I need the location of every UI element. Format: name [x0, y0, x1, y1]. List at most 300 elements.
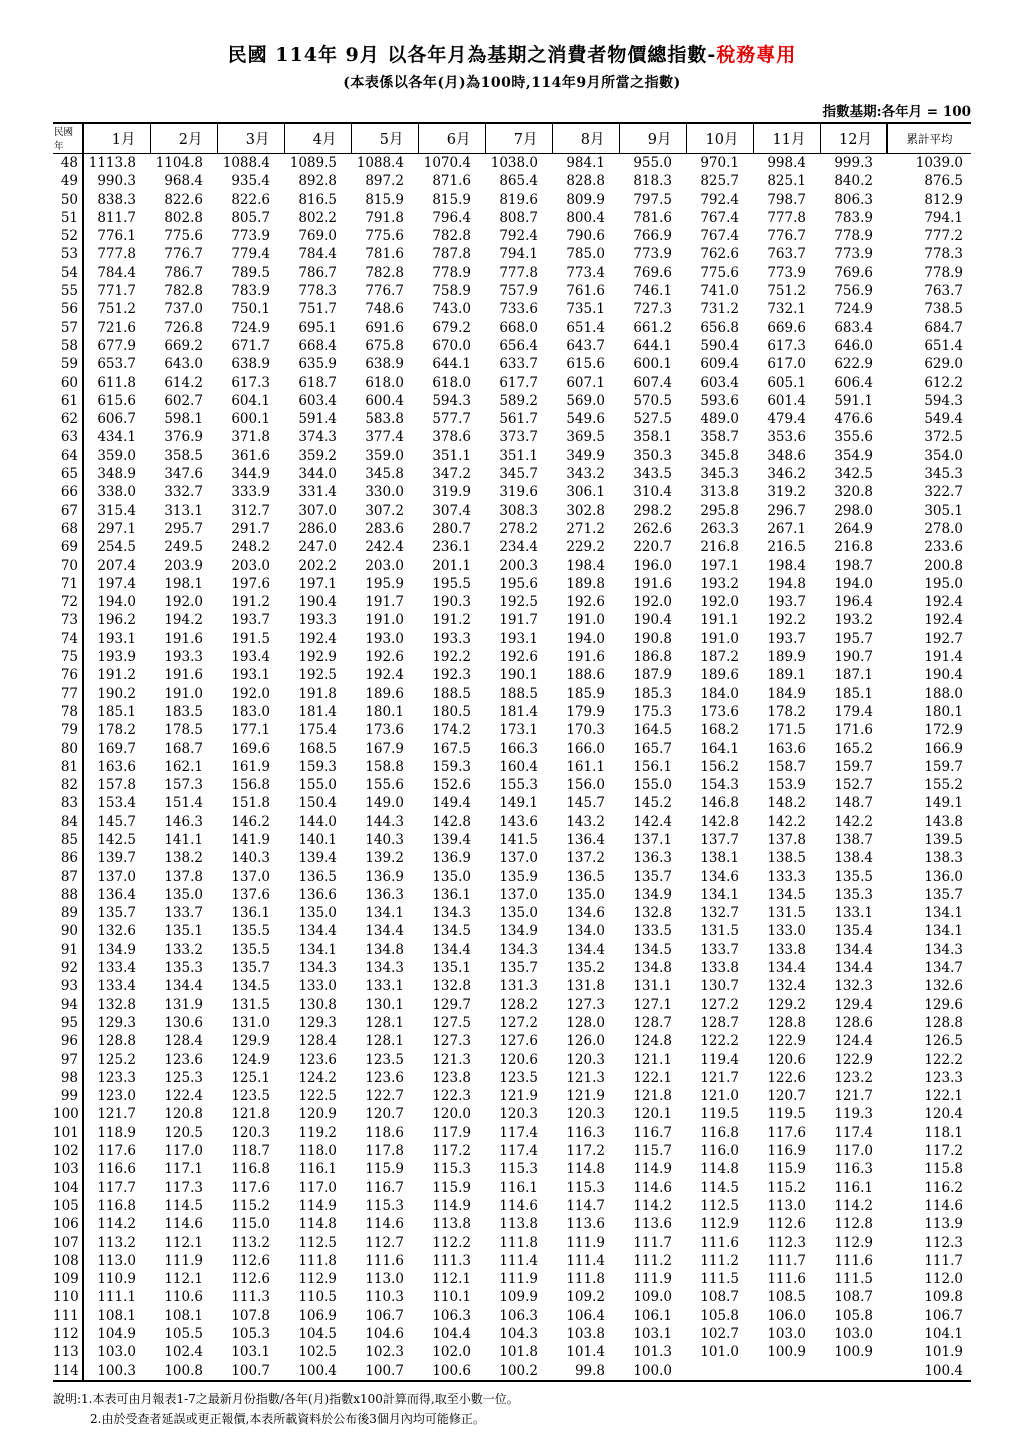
month-value-cell: 140.3 [365, 831, 404, 848]
month-value-cell: 603.4 [700, 374, 739, 391]
month-value-cell: 157.8 [97, 777, 136, 794]
table-row [53, 831, 971, 849]
month-value-cell: 968.4 [164, 173, 203, 190]
year-cell: 52 [53, 227, 83, 245]
month-value-cell: 345.7 [499, 466, 538, 483]
month-value-cell: 141.9 [231, 831, 270, 848]
month-value-cell: 120.7 [767, 1088, 806, 1105]
month-value-cell: 158.8 [365, 758, 404, 775]
month-value-cell: 751.7 [298, 301, 337, 318]
month-value-cell: 607.1 [566, 374, 605, 391]
month-value-cell: 171.5 [767, 722, 806, 739]
month-value-cell: 295.7 [164, 520, 203, 537]
month-value-cell: 615.6 [566, 356, 605, 373]
table-row [53, 593, 971, 611]
month-value-cell: 135.7 [97, 905, 136, 922]
month-value-cell: 114.5 [700, 1179, 739, 1196]
month-value-cell: 149.4 [432, 795, 471, 812]
month-value-cell: 816.5 [298, 191, 337, 208]
month-value-cell: 570.5 [633, 392, 672, 409]
month-value-cell: 743.0 [432, 301, 471, 318]
month-value-cell: 117.6 [231, 1179, 270, 1196]
month-value-cell: 656.4 [499, 337, 538, 354]
month-value-cell: 310.4 [633, 484, 672, 501]
month-value-cell: 600.1 [231, 411, 270, 428]
month-value-cell: 178.2 [97, 722, 136, 739]
month-value-cell: 773.9 [231, 228, 270, 245]
month-value-cell: 112.6 [767, 1216, 806, 1233]
cumulative-average-cell: 134.7 [924, 960, 963, 977]
month-value-cell: 185.1 [97, 703, 136, 720]
table-row [53, 1124, 971, 1142]
month-value-cell: 135.1 [432, 960, 471, 977]
month-value-cell: 135.7 [231, 960, 270, 977]
month-value-cell: 786.7 [164, 264, 203, 281]
month-value-cell: 192.4 [365, 667, 404, 684]
month-value-cell: 296.7 [767, 502, 806, 519]
month-value-cell: 120.6 [767, 1051, 806, 1068]
month-value-cell: 115.9 [365, 1161, 404, 1178]
month-value-cell: 111.8 [298, 1252, 337, 1269]
header-row [53, 123, 971, 154]
year-cell: 85 [53, 831, 83, 849]
month-value-cell: 135.5 [231, 923, 270, 940]
month-value-cell: 124.9 [231, 1051, 270, 1068]
table-row [53, 740, 971, 758]
month-value-cell: 670.0 [432, 337, 471, 354]
month-value-cell: 135.5 [231, 941, 270, 958]
month-value-cell: 809.9 [566, 191, 605, 208]
column-header-month-2: 2月 [150, 123, 217, 154]
year-cell: 102 [53, 1142, 83, 1160]
month-value-cell: 783.9 [231, 283, 270, 300]
cumulative-average-cell: 159.7 [924, 758, 963, 775]
month-value-cell: 350.3 [633, 447, 672, 464]
month-value-cell: 792.4 [499, 228, 538, 245]
month-value-cell: 197.6 [231, 575, 270, 592]
month-value-cell: 617.3 [767, 337, 806, 354]
month-value-cell: 115.2 [767, 1179, 806, 1196]
cumulative-average-cell: 180.1 [924, 703, 963, 720]
table-row [53, 245, 971, 263]
month-value-cell: 970.1 [700, 155, 739, 171]
cumulative-average-cell: 111.7 [924, 1252, 963, 1269]
month-value-cell: 114.2 [97, 1216, 136, 1233]
year-cell: 108 [53, 1252, 83, 1270]
month-value-cell: 343.2 [566, 466, 605, 483]
month-value-cell: 144.3 [365, 813, 404, 830]
month-value-cell: 792.4 [700, 191, 739, 208]
year-cell: 66 [53, 483, 83, 501]
cumulative-average-cell: 112.3 [924, 1234, 963, 1251]
month-value-cell: 123.2 [834, 1069, 873, 1086]
month-value-cell: 155.0 [633, 777, 672, 794]
month-value-cell: 191.0 [700, 630, 739, 647]
month-value-cell: 134.1 [365, 905, 404, 922]
month-value-cell: 479.4 [767, 411, 806, 428]
month-value-cell: 133.4 [97, 978, 136, 995]
month-value-cell: 136.1 [231, 905, 270, 922]
month-value-cell: 116.8 [231, 1161, 270, 1178]
month-value-cell: 119.4 [700, 1051, 739, 1068]
table-row [53, 191, 971, 209]
month-value-cell: 191.7 [499, 612, 538, 629]
month-value-cell: 434.1 [97, 429, 136, 446]
table-row [53, 904, 971, 922]
year-cell: 112 [53, 1325, 83, 1343]
month-value-cell: 298.2 [633, 502, 672, 519]
cumulative-average-cell: 190.4 [924, 667, 963, 684]
month-value-cell: 103.0 [97, 1344, 136, 1361]
month-value-cell: 183.0 [231, 703, 270, 720]
month-value-cell: 116.1 [834, 1179, 873, 1196]
month-value-cell: 131.0 [231, 1014, 270, 1031]
month-value-cell: 107.8 [231, 1307, 270, 1324]
month-value-cell: 113.0 [365, 1271, 404, 1288]
table-row [53, 794, 971, 812]
month-value-cell: 132.7 [700, 905, 739, 922]
month-value-cell: 822.6 [231, 191, 270, 208]
month-value-cell: 101.0 [700, 1344, 739, 1361]
year-cell: 72 [53, 593, 83, 611]
month-value-cell: 782.8 [164, 283, 203, 300]
month-value-cell: 187.9 [633, 667, 672, 684]
month-value-cell: 818.3 [633, 173, 672, 190]
month-value-cell: 769.0 [298, 228, 337, 245]
month-value-cell: 135.9 [499, 868, 538, 885]
cumulative-average-cell: 763.7 [924, 283, 963, 300]
month-value-cell: 112.5 [298, 1234, 337, 1251]
month-value-cell: 166.0 [566, 740, 605, 757]
month-value-cell: 229.2 [566, 539, 605, 556]
month-value-cell: 207.4 [97, 557, 136, 574]
month-value-cell: 189.6 [365, 685, 404, 702]
month-value-cell: 609.4 [700, 356, 739, 373]
month-value-cell: 126.0 [566, 1033, 605, 1050]
month-value-cell: 726.8 [164, 319, 203, 336]
year-cell: 100 [53, 1105, 83, 1123]
table-row [53, 1160, 971, 1178]
month-value-cell: 132.8 [633, 905, 672, 922]
table-row [53, 355, 971, 373]
year-cell: 92 [53, 959, 83, 977]
cumulative-average-cell: 778.9 [924, 264, 963, 281]
year-cell: 64 [53, 447, 83, 465]
month-value-cell: 527.5 [633, 411, 672, 428]
month-value-cell: 117.0 [164, 1143, 203, 1160]
month-value-cell: 136.4 [566, 831, 605, 848]
month-value-cell: 118.9 [97, 1124, 136, 1141]
month-value-cell: 135.7 [499, 960, 538, 977]
cumulative-average-cell: 778.3 [924, 246, 963, 263]
month-value-cell: 128.1 [365, 1014, 404, 1031]
table-row [53, 776, 971, 794]
cumulative-average-cell: 192.4 [924, 612, 963, 629]
page-title-main: 民國 114年 9月 以各年月為基期之消費者物價總指數- [227, 44, 717, 66]
month-value-cell: 142.4 [633, 813, 672, 830]
month-value-cell: 120.5 [164, 1124, 203, 1141]
month-value-cell: 569.0 [566, 392, 605, 409]
month-value-cell: 777.8 [97, 246, 136, 263]
month-value-cell: 344.0 [298, 466, 337, 483]
month-value-cell: 193.2 [700, 575, 739, 592]
month-value-cell: 990.3 [97, 173, 136, 190]
month-value-cell: 756.9 [834, 283, 873, 300]
month-value-cell: 376.9 [164, 429, 203, 446]
month-value-cell: 773.4 [566, 264, 605, 281]
table-row [53, 1051, 971, 1069]
cumulative-average-cell: 139.5 [924, 831, 963, 848]
month-value-cell: 121.3 [566, 1069, 605, 1086]
month-value-cell: 635.9 [298, 356, 337, 373]
month-value-cell: 139.4 [432, 831, 471, 848]
month-value-cell: 111.5 [834, 1271, 873, 1288]
month-value-cell: 181.4 [298, 703, 337, 720]
year-cell: 111 [53, 1307, 83, 1325]
month-value-cell: 361.6 [231, 447, 270, 464]
month-value-cell: 103.0 [767, 1326, 806, 1342]
month-value-cell: 112.1 [164, 1271, 203, 1288]
month-value-cell: 132.6 [97, 923, 136, 940]
month-value-cell: 358.1 [633, 429, 672, 446]
month-value-cell: 114.8 [566, 1161, 605, 1178]
table-row [53, 154, 971, 173]
month-value-cell: 117.4 [834, 1124, 873, 1141]
month-value-cell: 192.6 [566, 594, 605, 611]
month-value-cell: 136.6 [298, 886, 337, 903]
month-value-cell: 763.7 [767, 246, 806, 263]
month-value-cell: 135.0 [566, 886, 605, 903]
month-value-cell: 602.7 [164, 392, 203, 409]
month-value-cell: 782.8 [432, 228, 471, 245]
month-value-cell: 197.4 [97, 575, 136, 592]
cumulative-average-cell: 1039.0 [915, 155, 963, 171]
month-value-cell: 191.6 [566, 649, 605, 666]
month-value-cell: 100.7 [351, 1362, 418, 1381]
month-value-cell: 135.7 [633, 868, 672, 885]
month-value-cell: 775.6 [365, 228, 404, 245]
month-value-cell: 767.4 [700, 228, 739, 245]
month-value-cell [820, 1362, 887, 1381]
month-value-cell: 138.7 [834, 831, 873, 848]
year-cell: 75 [53, 648, 83, 666]
month-value-cell: 168.7 [164, 740, 203, 757]
month-value-cell: 101.3 [633, 1344, 672, 1361]
cumulative-average-cell: 120.4 [924, 1106, 963, 1123]
column-header-month-3: 3月 [217, 123, 284, 154]
month-value-cell: 133.8 [767, 941, 806, 958]
month-value-cell: 194.8 [767, 575, 806, 592]
cumulative-average-cell: 115.8 [924, 1161, 963, 1178]
month-value-cell: 643.0 [164, 356, 203, 373]
month-value-cell: 828.8 [566, 173, 605, 190]
month-value-cell: 124.2 [298, 1069, 337, 1086]
month-value-cell: 216.8 [700, 539, 739, 556]
month-value-cell: 110.1 [432, 1289, 471, 1306]
year-cell: 79 [53, 721, 83, 739]
month-value-cell: 669.2 [164, 337, 203, 354]
month-value-cell: 190.1 [499, 667, 538, 684]
month-value-cell: 135.0 [298, 905, 337, 922]
year-cell: 101 [53, 1124, 83, 1142]
month-value-cell: 157.3 [164, 777, 203, 794]
month-value-cell: 561.7 [499, 411, 538, 428]
month-value-cell: 822.6 [164, 191, 203, 208]
table-row [53, 886, 971, 904]
month-value-cell: 104.3 [499, 1326, 538, 1342]
month-value-cell: 111.9 [499, 1271, 538, 1288]
month-value-cell: 155.3 [499, 777, 538, 794]
month-value-cell: 180.5 [432, 703, 471, 720]
month-value-cell: 141.5 [499, 831, 538, 848]
month-value-cell: 103.8 [566, 1326, 605, 1342]
month-value-cell: 111.6 [700, 1234, 739, 1251]
month-value-cell: 154.3 [700, 777, 739, 794]
month-value-cell: 115.2 [231, 1197, 270, 1214]
month-value-cell: 735.1 [566, 301, 605, 318]
cumulative-average-cell: 188.0 [924, 685, 963, 702]
month-value-cell: 117.4 [499, 1124, 538, 1141]
month-value-cell: 150.4 [298, 795, 337, 812]
month-value-cell: 583.8 [365, 411, 404, 428]
month-value-cell: 124.8 [633, 1033, 672, 1050]
month-value-cell: 594.3 [432, 392, 471, 409]
month-value-cell: 113.6 [566, 1216, 605, 1233]
table-row [53, 428, 971, 446]
month-value-cell: 120.1 [633, 1106, 672, 1123]
month-value-cell: 153.9 [767, 777, 806, 794]
month-value-cell: 116.1 [499, 1179, 538, 1196]
month-value-cell: 133.0 [298, 978, 337, 995]
month-value-cell: 151.8 [231, 795, 270, 812]
month-value-cell: 732.1 [767, 301, 806, 318]
month-value-cell: 123.8 [432, 1069, 471, 1086]
month-value-cell: 196.4 [834, 594, 873, 611]
month-value-cell: 145.7 [97, 813, 136, 830]
table-row [53, 319, 971, 337]
month-value-cell: 194.0 [97, 594, 136, 611]
month-value-cell: 127.5 [432, 1014, 471, 1031]
month-value-cell: 111.3 [231, 1289, 270, 1306]
month-value-cell: 319.6 [499, 484, 538, 501]
month-value-cell: 102.7 [700, 1326, 739, 1342]
month-value-cell: 819.6 [499, 191, 538, 208]
month-value-cell: 162.1 [164, 758, 203, 775]
month-value-cell: 186.8 [633, 649, 672, 666]
month-value-cell: 173.1 [499, 722, 538, 739]
month-value-cell: 152.7 [834, 777, 873, 794]
month-value-cell: 189.8 [566, 575, 605, 592]
cumulative-average-cell: 777.2 [924, 228, 963, 245]
month-value-cell: 100.3 [83, 1362, 150, 1381]
month-value-cell: 179.9 [566, 703, 605, 720]
year-cell: 70 [53, 557, 83, 575]
year-cell: 54 [53, 264, 83, 282]
month-value-cell: 727.3 [633, 301, 672, 318]
month-value-cell: 193.1 [97, 630, 136, 647]
month-value-cell: 476.6 [834, 411, 873, 428]
month-value-cell: 377.4 [365, 429, 404, 446]
month-value-cell: 122.5 [298, 1088, 337, 1105]
month-value-cell: 249.5 [164, 539, 203, 556]
month-value-cell: 319.2 [767, 484, 806, 501]
month-value-cell: 133.0 [767, 923, 806, 940]
month-value-cell: 797.5 [633, 191, 672, 208]
table-row [53, 520, 971, 538]
month-value-cell: 115.9 [432, 1179, 471, 1196]
month-value-cell: 787.8 [432, 246, 471, 263]
month-value-cell: 193.1 [499, 630, 538, 647]
month-value-cell: 100.8 [150, 1362, 217, 1381]
month-value-cell: 115.3 [499, 1161, 538, 1178]
month-value-cell: 137.0 [499, 886, 538, 903]
month-value-cell: 136.9 [365, 868, 404, 885]
table-row [53, 172, 971, 190]
month-value-cell: 374.3 [298, 429, 337, 446]
month-value-cell: 192.0 [633, 594, 672, 611]
month-value-cell: 185.1 [834, 685, 873, 702]
table-row [53, 1197, 971, 1215]
month-value-cell: 203.9 [164, 557, 203, 574]
year-cell: 97 [53, 1051, 83, 1069]
year-cell: 87 [53, 868, 83, 886]
table-row [53, 1343, 971, 1361]
month-value-cell: 122.1 [633, 1069, 672, 1086]
month-value-cell: 133.8 [700, 960, 739, 977]
month-value-cell: 117.7 [97, 1179, 136, 1196]
month-value-cell: 114.6 [633, 1179, 672, 1196]
month-value-cell: 590.4 [700, 337, 739, 354]
cumulative-average-cell: 549.4 [924, 411, 963, 428]
month-value-cell: 148.2 [767, 795, 806, 812]
month-value-cell: 156.8 [231, 777, 270, 794]
month-value-cell: 114.7 [566, 1197, 605, 1214]
month-value-cell: 114.8 [298, 1216, 337, 1233]
month-value-cell: 656.8 [700, 319, 739, 336]
month-value-cell: 111.2 [700, 1252, 739, 1269]
month-value-cell: 343.5 [633, 466, 672, 483]
month-value-cell: 112.8 [834, 1216, 873, 1233]
month-value-cell: 136.9 [432, 850, 471, 867]
month-value-cell: 264.9 [834, 520, 873, 537]
month-value-cell: 191.6 [633, 575, 672, 592]
month-value-cell: 117.1 [164, 1161, 203, 1178]
month-value-cell: 116.8 [700, 1124, 739, 1141]
footnote-1: 說明:1.本表可由月報表1-7之最新月份指數/各年(月)指數x100計算而得,取至小數一位。 [53, 1391, 519, 1406]
month-value-cell: 121.8 [633, 1088, 672, 1105]
month-value-cell: 115.3 [365, 1197, 404, 1214]
month-value-cell: 128.4 [298, 1033, 337, 1050]
month-value-cell: 1088.4 [222, 155, 270, 171]
month-value-cell: 618.7 [298, 374, 337, 391]
year-cell: 93 [53, 977, 83, 995]
year-cell: 62 [53, 410, 83, 428]
month-value-cell: 192.5 [499, 594, 538, 611]
month-value-cell: 935.4 [231, 173, 270, 190]
month-value-cell: 892.8 [298, 173, 337, 190]
month-value-cell: 135.4 [834, 923, 873, 940]
month-value-cell: 134.9 [499, 923, 538, 940]
month-value-cell: 782.8 [365, 264, 404, 281]
month-value-cell: 1070.4 [423, 155, 471, 171]
year-cell: 71 [53, 575, 83, 593]
column-header-cumulative-average: 累計平均 [887, 123, 971, 154]
month-value-cell: 776.7 [365, 283, 404, 300]
footnote-2: 2.由於受查者延誤或更正報價,本表所載資料於公布後3個月內均可能修正。 [90, 1411, 485, 1426]
month-value-cell: 668.0 [499, 319, 538, 336]
month-value-cell: 121.7 [97, 1106, 136, 1123]
index-base-note: 指數基期:各年月 = 100 [822, 104, 971, 120]
